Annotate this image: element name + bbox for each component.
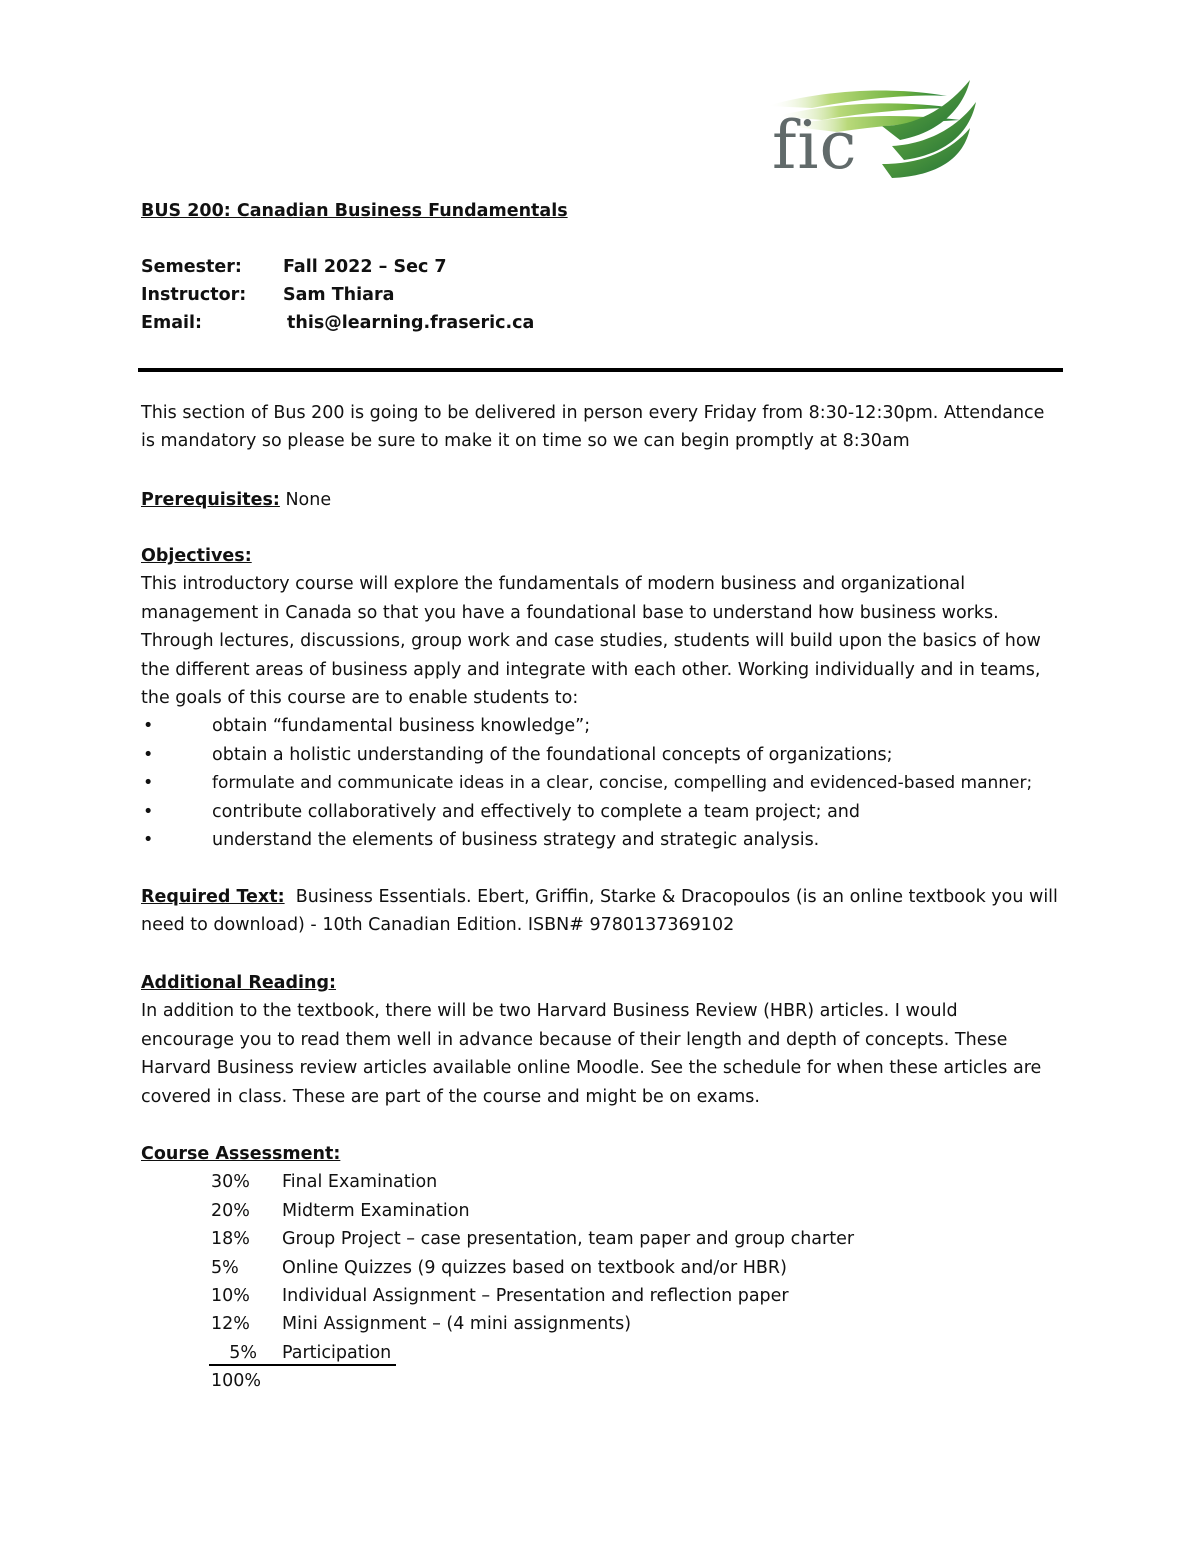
semester-label: Semester: [141,257,242,277]
assessment-row [141,1197,1071,1225]
additional-reading-line: Harvard Business review articles available online Moodle. See the schedule for when these articles are [141,1058,1042,1079]
assessment-description: Mini Assignment – (4 mini assignments) [282,1314,632,1335]
prerequisites-value: None [279,490,332,510]
assessment-row [141,1168,1071,1196]
intro-line: This section of Bus 200 is going to be delivered in person every Friday from 8:30-12:30pm. Attendance [141,403,1045,423]
assessment-percent: 5% [211,1257,239,1278]
objectives-line: management in Canada so that you have a foundational base to understand how business works. [141,602,999,623]
course-title: BUS 200: Canadian Business Fundamentals [141,201,568,221]
assessment-row [141,1310,1071,1338]
bullet-icon: • [143,801,154,822]
prerequisites-section [141,486,1071,514]
list-item [141,826,1071,854]
assessment-section [141,1140,1071,1396]
assessment-row [141,1282,1071,1310]
list-item [141,769,1071,797]
assessment-percent: 18% [211,1229,250,1250]
total-underline [209,1364,396,1366]
required-text-section [141,883,1071,940]
additional-reading-section [141,969,1071,1111]
bullet-icon: • [143,716,154,737]
horizontal-rule [138,368,1063,372]
bullet-icon: • [143,773,154,794]
assessment-row [141,1225,1071,1253]
objectives-line: the goals of this course are to enable students to: [141,688,579,709]
list-item [141,798,1071,826]
intro-paragraph [141,399,1071,456]
list-item [141,712,1071,740]
email-label: Email: [141,313,202,333]
additional-reading-line: encourage you to read them well in advance because of their length and depth of concepts. These [141,1029,1008,1050]
bullet-icon: • [143,744,154,765]
required-text-line: need to download) - 10th Canadian Edition. ISBN# 9780137369102 [141,915,735,936]
required-text-line: Business Essentials. Ebert, Griffin, Starke & Dracopoulos (is an online textbook you will [284,887,1058,907]
additional-reading-line: covered in class. These are part of the course and might be on exams. [141,1086,760,1107]
intro-line: is mandatory so please be sure to make it on time so we can begin promptly at 8:30am [141,431,910,452]
assessment-total-row [141,1367,1071,1395]
assessment-percent: 12% [211,1314,250,1335]
instructor-value: Sam Thiara [283,285,395,305]
email-value[interactable]: this@learning.fraseric.ca [287,313,535,333]
bullet-icon: • [143,830,154,850]
assessment-row [141,1254,1071,1282]
objectives-heading: Objectives: [141,546,252,566]
required-text-heading: Required Text: [141,887,285,907]
assessment-percent: 5% [229,1342,257,1363]
assessment-description: Midterm Examination [282,1200,470,1221]
logo-text: fic [772,107,858,184]
assessment-row [141,1339,1071,1367]
objectives-line: This introductory course will explore the fundamentals of modern business and organizational [141,574,966,595]
assessment-total: 100% [211,1371,262,1392]
assessment-percent: 10% [211,1285,250,1306]
objectives-line: the different areas of business apply and integrate with each other. Working individually and in teams, [141,659,1041,680]
list-item [141,741,1071,769]
assessment-description: Online Quizzes (9 quizzes based on textbook and/or HBR) [282,1257,787,1278]
assessment-percent: 20% [211,1200,250,1221]
assessment-percent: 30% [211,1172,250,1193]
prerequisites-heading: Prerequisites: [141,490,280,510]
semester-value: Fall 2022 – Sec 7 [283,257,447,277]
bullet-text: obtain “fundamental business knowledge”; [212,716,591,737]
bullet-text: understand the elements of business strategy and strategic analysis. [212,830,820,850]
objectives-line: Through lectures, discussions, group work and case studies, students will build upon the basics of how [141,631,1041,652]
bullet-text: contribute collaboratively and effectively to complete a team project; and [212,801,860,822]
assessment-description: Final Examination [282,1172,438,1193]
assessment-description: Individual Assignment – Presentation and reflection paper [282,1285,789,1306]
additional-reading-heading: Additional Reading: [141,973,337,993]
additional-reading-line: In addition to the textbook, there will be two Harvard Business Review (HBR) articles. I would [141,1001,958,1022]
objectives-section [141,542,1071,854]
assessment-description: Participation [282,1342,392,1363]
bullet-text: formulate and communicate ideas in a clear, concise, compelling and evidenced-based manner; [212,773,1033,794]
instructor-label: Instructor: [141,285,247,305]
bullet-text: obtain a holistic understanding of the foundational concepts of organizations; [212,744,893,765]
assessment-description: Group Project – case presentation, team paper and group charter [282,1229,855,1250]
assessment-heading: Course Assessment: [141,1144,341,1164]
fic-logo [742,68,990,196]
